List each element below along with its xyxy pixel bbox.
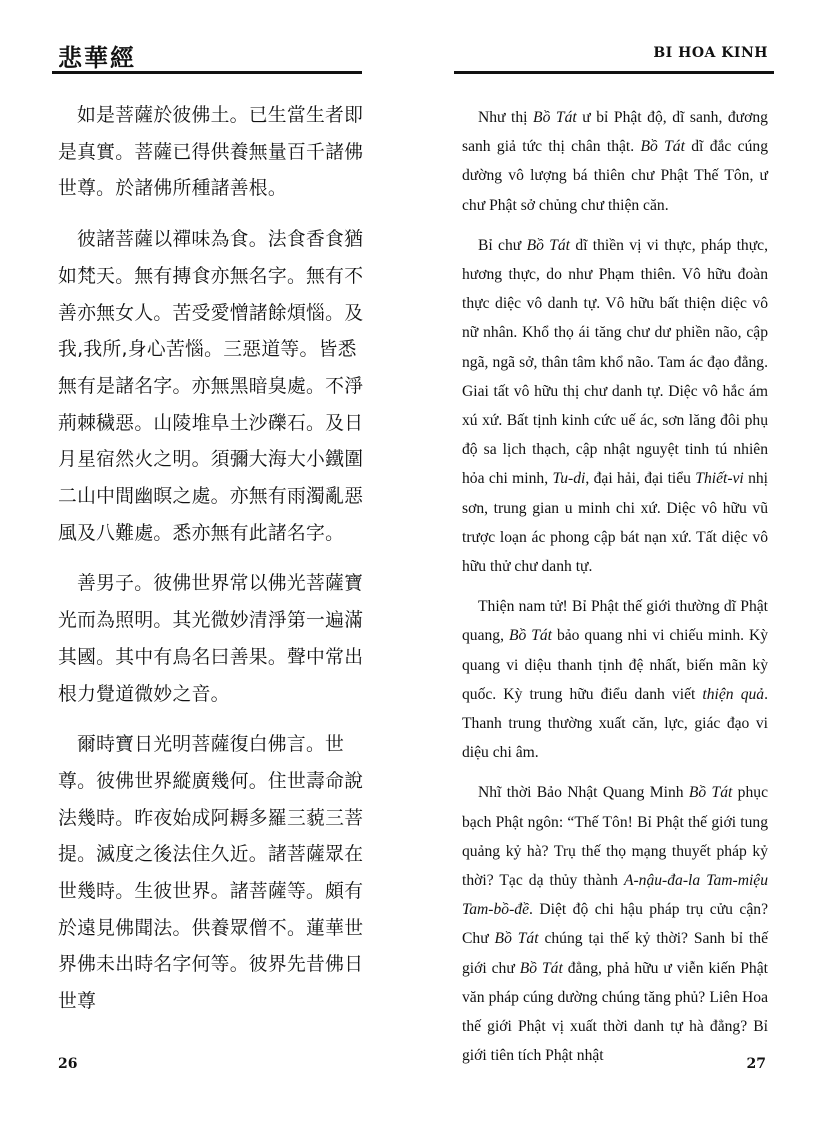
left-page-number: 26	[58, 1056, 78, 1072]
italic-term: thiện quả	[702, 685, 765, 703]
text-run: Nhĩ thời Bảo Nhật Quang Minh	[478, 784, 689, 802]
vietnamese-text-body	[462, 103, 768, 1082]
italic-term: Tu-di	[552, 470, 586, 488]
text-run: dĩ thiền vị vi thực, pháp thực, hương thực, do như Phạm thiên. Vô hữu đoàn thực diệc vô danh tự. Vô hữu bất thiện diệc vô nữ nhân. Khổ thọ ái tăng chư dư phiền não, cập ngã, ngã sở, thân tâm khổ não. Tam ác đạo đẳng. Giai tất vô hữu thị chư danh tự. Diệc vô hắc ám xú xứ. Bất tịnh kinh cức uế ác, sơn lăng đôi phụ độ sa lịch thạch, cập nhật nguyệt tinh tú nhiên hỏa chi minh,	[462, 236, 768, 488]
text-run: dĩ đắc cúng dường vô lượng bá thiên chư Phật Thế Tôn, ư chư Phật sở chủng chư thiện căn.	[462, 138, 768, 214]
text-run: , đại hải, đại tiểu	[585, 470, 696, 488]
text-run: . Diệt độ chi hậu pháp trụ cửu cận? Chư	[462, 901, 768, 948]
italic-term: Bồ Tát	[508, 627, 553, 645]
italic-term: Bồ Tát	[640, 138, 685, 156]
vietnamese-paragraph	[462, 592, 768, 767]
italic-term: Bồ Tát	[533, 109, 577, 126]
vietnamese-paragraph	[462, 103, 768, 220]
italic-term: Bồ Tát	[526, 236, 571, 254]
text-run: chúng tại thế kỷ thời? Sanh bỉ thế giới chư	[462, 930, 768, 977]
left-header-rule	[52, 71, 362, 74]
chinese-paragraph: 爾時寶日光明菩薩復白佛言。世尊。彼佛世界縱廣幾何。住世壽命說法幾時。昨夜始成阿耨多羅三藐三菩提。滅度之後法住久近。諸菩薩眾在世幾時。生彼世界。諸菩薩等。頗有於遠見佛聞法。供養眾僧不。蓮華世界佛未出時名字何等。彼界先昔佛日世尊	[58, 734, 364, 1013]
text-run: bảo quang nhi vi chiếu minh. Kỳ quang vi diệu thanh tịnh đệ nhất, biến mãn kỳ quốc. Kỳ trung hữu điểu danh viết	[462, 627, 769, 703]
italic-term: A-nậu-đa-la Tam-miệu Tam-bồ-đề	[462, 872, 769, 919]
right-header-rule	[454, 71, 774, 74]
italic-term: Bồ Tát	[494, 930, 539, 948]
text-run: Thiện nam tử! Bỉ Phật thế giới thường dĩ Phật quang,	[462, 598, 768, 645]
italic-term: Bồ Tát	[688, 784, 733, 802]
text-run: Như thị	[478, 109, 534, 126]
italic-term: Bồ Tát	[519, 959, 563, 977]
left-header-title: 悲華經	[58, 43, 136, 72]
right-header-title: BI HOA KINH	[653, 45, 768, 61]
right-page	[408, 0, 816, 1123]
text-run: . Thanh trung thường xuất căn, lực, giác đạo vi diệu chi âm.	[462, 685, 768, 762]
chinese-paragraph: 如是菩薩於彼佛土。已生當生者即是真實。菩薩已得供養無量百千諸佛世尊。於諸佛所種諸善根。	[58, 105, 364, 200]
text-run: ư bỉ Phật độ, dĩ sanh, đương sanh giả tức thị chân thật.	[462, 109, 768, 156]
italic-term: Thiết-vi	[695, 470, 744, 488]
vietnamese-paragraph	[462, 231, 768, 581]
vietnamese-paragraph	[462, 778, 768, 1070]
chinese-text-body	[58, 98, 370, 1035]
text-run: Bỉ chư	[478, 236, 527, 254]
text-run: nhị sơn, trung gian u minh chi xứ. Diệc vô hữu vũ trược loạn ác phong cập bát nạn xứ. Tất diệc vô hữu thử chư danh tự.	[462, 470, 769, 576]
chinese-paragraph: 善男子。彼佛世界常以佛光菩薩寶光而為照明。其光微妙清淨第一遍滿其國。其中有鳥名曰善果。聲中常出根力覺道微妙之音。	[58, 573, 364, 705]
right-page-number: 27	[746, 1056, 766, 1072]
text-run: phục bạch Phật ngôn: “Thế Tôn! Bỉ Phật thế giới tung quảng kỷ hà? Trụ thế thọ mạng thuyết pháp kỷ thời? Tạc dạ thủy thành	[462, 784, 768, 890]
chinese-paragraph: 彼諸菩薩以禪味為食。法食香食猶如梵天。無有摶食亦無名字。無有不善亦無女人。苦受愛憎諸餘煩惱。及我,我所,身心苦惱。三惡道等。皆悉無有是諸名字。亦無黑暗臭處。不淨荊棘穢惡。山陵堆阜土沙礫石。及日月星宿然火之明。須彌大海大小鐵圍二山中間幽暝之處。亦無有雨濁亂惡風及八難處。悉亦無有此諸名字。	[58, 229, 364, 544]
text-run: đẳng, phả hữu ư viễn kiến Phật văn pháp cúng dường chúng tăng phủ? Liên Hoa thế giới Phật vị xuất thời danh tự hà đẳng? Bỉ giới tiên tích Phật nhật	[462, 959, 768, 1065]
